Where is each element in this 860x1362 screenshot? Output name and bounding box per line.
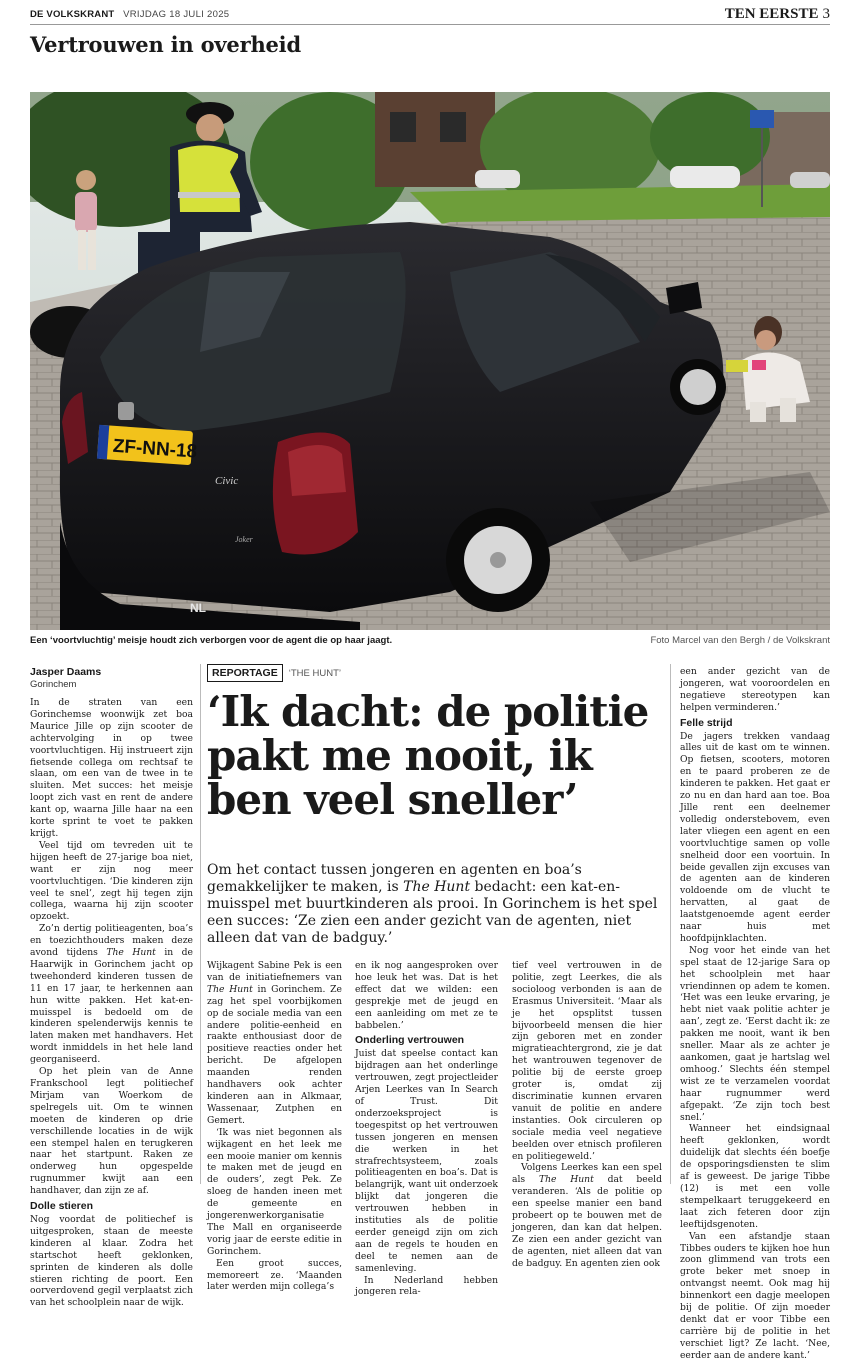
license-plate-text: ZF-NN-18 bbox=[112, 435, 198, 463]
paragraph: De jagers trekken vandaag alles uit de kast om te winnen. Op fietsen, scooters, motoren en te paard proberen ze de kinderen te pakken. Het gaat er zo nu en dan hard aan toe. Boa Jille rent een deelnemer volledig onderstebovem, even later vliegen een agent en een voortvluchtige samen op volle snelheid door een voortuin. In beide gevallen zijn excuses van de agenten aan de kinderen voldoende om de vlucht te hervatten, al gaat de laatstgenoemde agent eerder naar huis met hoofdpijnklachten. bbox=[680, 730, 830, 944]
text-run: in de Haarwijk in Gorinchem jacht op tweehonderd kinderen tussen de 11 en 17 jaar, te herkennen aan hun witte pakken. Het kat-en-muisspel is bedoeld om de kinderen spelenderwijs kennis te laten maken met handhavers. Het wordt inmiddels in het hele land georganiseerd. bbox=[30, 947, 193, 1066]
article-photo bbox=[30, 92, 830, 630]
header-left bbox=[30, 9, 229, 20]
emphasis: The Hunt bbox=[106, 947, 156, 959]
issue-date: VRIJDAG 18 JULI 2025 bbox=[123, 8, 230, 20]
paragraph: Op het plein van de Anne Frankschool legt politiechef Mirjam van Woerkom de spelregels uit. Om te winnen moeten de kinderen op drie verschillende locaties in de wijk een stempel halen en terugkeren naar het startpunt. Raken ze onderweg hun opgespelde rugnummer kwijt aan een handhaver, dan zijn ze af. bbox=[30, 1066, 193, 1197]
photo-caption: Een ‘voortvluchtig’ meisje houdt zich verborgen voor de agent die op haar jaagt. bbox=[30, 635, 393, 646]
rubric-title: Vertrouwen in overheid bbox=[30, 32, 301, 57]
series-tag: ‘THE HUNT’ bbox=[288, 667, 341, 679]
byline bbox=[30, 666, 101, 690]
header-right bbox=[725, 6, 830, 23]
lead-paragraph bbox=[207, 862, 662, 947]
headline: ‘Ik dacht: de politie pakt me nooit, ik ben veel sneller’ bbox=[207, 687, 649, 824]
article-column-4 bbox=[512, 960, 662, 1270]
paragraph: Veel tijd om tevreden uit te hijgen heeft de 27-jarige boa niet, want er zijn nog meer voortvluchtigen. ‘Die kinderen zijn veel te snel’, zegt hij tegen zijn collega, waarna hij zijn scooter opzoekt. bbox=[30, 839, 193, 923]
paragraph bbox=[30, 923, 193, 1066]
article-column-3 bbox=[355, 960, 498, 1298]
text-run: Om het contact tussen jongeren en agenten en boa’s gemakkelijker te maken, is bbox=[207, 862, 582, 895]
text-run: bedacht: een kat-en-muisspel met buurtkinderen als prooi. In Gorinchem is het spel een succes: ‘Ze zien een ander gezicht van de agenten, niet alleen dat van de badguy.’ bbox=[207, 879, 658, 946]
emphasis: The Hunt bbox=[207, 983, 253, 995]
paragraph: Nog voor het einde van het spel staat de 12-jarige Sara op het schoolplein met haar vriendinnen op adem te komen. ‘Het was een leuke ervaring, je hebt niet vaak politie achter je aan’, zegt ze. ‘Eerst dacht ik: ze pakken me nooit, want ik ben sneller. Maar als ze achter je aankomen, gaat je hartslag wel omhoog.’ Slechts één stempel wist ze te verzamelen voordat haar rugnummer werd afgepakt. ‘Ze zijn toch best snel.’ bbox=[680, 944, 830, 1123]
genre-tag: REPORTAGE bbox=[207, 664, 283, 682]
paragraph: Nog voordat de politiechef is uitgesproken, staan de meeste kinderen al klaar. Zodra het startschot heeft geklonken, sprinten de kinderen als dolle stieren richting de poort. Een oorverdovend gegil verplaatst zich van het schoolplein naar de wijk. bbox=[30, 1213, 193, 1309]
paragraph: Wanneer het eindsignaal heeft geklonken, wordt duidelijk dat slechts één boefje de opsporingsdiensten te slim af is geweest. De jarige Tibbe (12) is met een volle stempelkaart teruggekeerd en laat zich feteren door zijn leeftijdsgenoten. bbox=[680, 1123, 830, 1230]
subheading: Dolle stieren bbox=[30, 1200, 94, 1213]
paragraph: Een groot succes, memoreert ze. ‘Maanden later werden mijn collega’s bbox=[207, 1257, 342, 1293]
paragraph: ‘Ik was niet begonnen als wijkagent en het leek me een mooie manier om kennis te maken met de jeugd en de ouders’, zegt Pek. Ze sloeg de handen ineen met de gemeente en jongerenwerkorganisatie The Mall en organiseerde vorig jaar de eerste editie in Gorinchem. bbox=[207, 1126, 342, 1257]
road-sign bbox=[750, 110, 774, 128]
photo-caption-row bbox=[30, 635, 830, 647]
article-column-5 bbox=[680, 666, 830, 1362]
article-column-2 bbox=[207, 960, 342, 1293]
author-name: Jasper Daams bbox=[30, 666, 102, 678]
page-number: 3 bbox=[822, 5, 830, 22]
text-run: Volgens Leerkes kan een spel als bbox=[512, 1162, 662, 1186]
paragraph bbox=[512, 1162, 662, 1269]
page-header bbox=[30, 4, 830, 25]
column-rule bbox=[200, 664, 201, 1184]
subheading: Felle strijd bbox=[680, 716, 733, 729]
paragraph bbox=[207, 960, 342, 1127]
honda-emblem bbox=[118, 402, 134, 420]
newspaper-brand: DE VOLKSKRANT bbox=[30, 8, 115, 20]
paragraph: en ik nog aangesproken over hoe leuk het was. Dat is het effect dat we wilden: een gesprekje met de jeugd en een aanleiding om met ze te babbelen.’ bbox=[355, 960, 498, 1031]
text-run: dat beeld veranderen. ‘Als de politie op een speelse manier een band probeert op te bouwen met de jongeren, dan kan dat helpen. Ze zien een ander gezicht van de agenten, niet alleen dat van de badguy. En agenten zien ook bbox=[512, 1174, 662, 1269]
section-name: TEN EERSTE bbox=[724, 5, 819, 22]
text-run: Zo’n dertig politieagenten, boa’s en toezichthouders maken deze avond tijdens bbox=[30, 923, 193, 959]
paragraph: Van een afstandje staan Tibbes ouders te kijken hoe hun zoon glimmend van trots een grote beker met snoep in ontvangst neemt. Ook mag hij binnenkort een dagje meelopen bij de politie. Of zijn moeder denkt dat er voor Tibbe een carrière bij de politie in het verschiet ligt? Ze lacht. ‘Nee, eerder aan de andere kant.’ bbox=[680, 1230, 830, 1361]
column-rule bbox=[670, 664, 671, 1184]
emphasis: The Hunt bbox=[538, 1174, 594, 1186]
paragraph: tief veel vertrouwen in de politie, zegt Leerkes, die als socioloog verbonden is aan de Erasmus Universiteit. ‘Maar als je het opsplitst tussen bijvoorbeeld mensen die hier zijn geboren met en zonder migratieachtergrond, zie je dat het wantrouwen tegenover de politie bij de eerste groep groter is, omdat zij discriminatie kunnen ervaren vanuit de politie en andere instanties. Ook circuleren op sociale media veel negatieve beelden over etnisch profileren en politiegeweld.’ bbox=[512, 960, 662, 1162]
emphasis: The Hunt bbox=[403, 879, 471, 895]
nl-badge: NL bbox=[190, 601, 206, 615]
paragraph: In Nederland hebben jongeren rela- bbox=[355, 1274, 498, 1298]
model-badge: Civic bbox=[215, 475, 239, 487]
kicker bbox=[207, 664, 341, 682]
dateline-place: Gorinchem bbox=[30, 679, 77, 690]
license-plate bbox=[97, 425, 198, 465]
photo-illustration bbox=[30, 92, 830, 630]
paragraph: een ander gezicht van de jongeren, wat vooroordelen en negatieve stereotypen kan helpen verminderen.’ bbox=[680, 666, 830, 713]
text-run: in Gorinchem. Ze zag het spel voorbijkomen op de sociale media van een andere politie-eenheid en raakte enthousiast door de positieve reacties onder het bericht. De afgelopen maanden renden handhavers ook achter kinderen aan in Alkmaar, Wassenaar, Zutphen en Gemert. bbox=[207, 983, 342, 1126]
article-column-1 bbox=[30, 697, 193, 1309]
subheading: Onderling vertrouwen bbox=[355, 1034, 465, 1047]
paragraph: Juist dat speelse contact kan bijdragen aan het onderlinge vertrouwen, zegt projectleider Arjen Leerkes van In Search of Trust. Dit onderzoeksproject is toegespitst op het vertrouwen tussen jongeren en mensen die werken in het strafrechtsysteem, zoals politieagenten en boa’s. Dat is belangrijk, want uit onderzoek blijkt dat jongeren die vertrouwen hebben in instituties als de politie eerder geneigd zijn om zich aan de regels te houden en deel te nemen aan de samenleving. bbox=[355, 1048, 498, 1274]
text-run: Wijkagent Sabine Pek is een van de initiatiefnemers van bbox=[207, 960, 342, 983]
trim-badge: Joker bbox=[235, 535, 253, 544]
paragraph: In de straten van een Gorinchemse woonwijk zet boa Maurice Jille op zijn scooter de achtervolging in op twee voortvluchtigen. Hij instrueert zijn fietsende collega om rechtsaf te slaan, om een van de twee in te sluiten. Met succes: het meisje loopt zich vast en rent de andere kant op, waarna Jille haar na een korte sprint te voet te pakken krijgt. bbox=[30, 697, 193, 839]
photo-credit: Foto Marcel van den Bergh / de Volkskrant bbox=[650, 635, 830, 646]
